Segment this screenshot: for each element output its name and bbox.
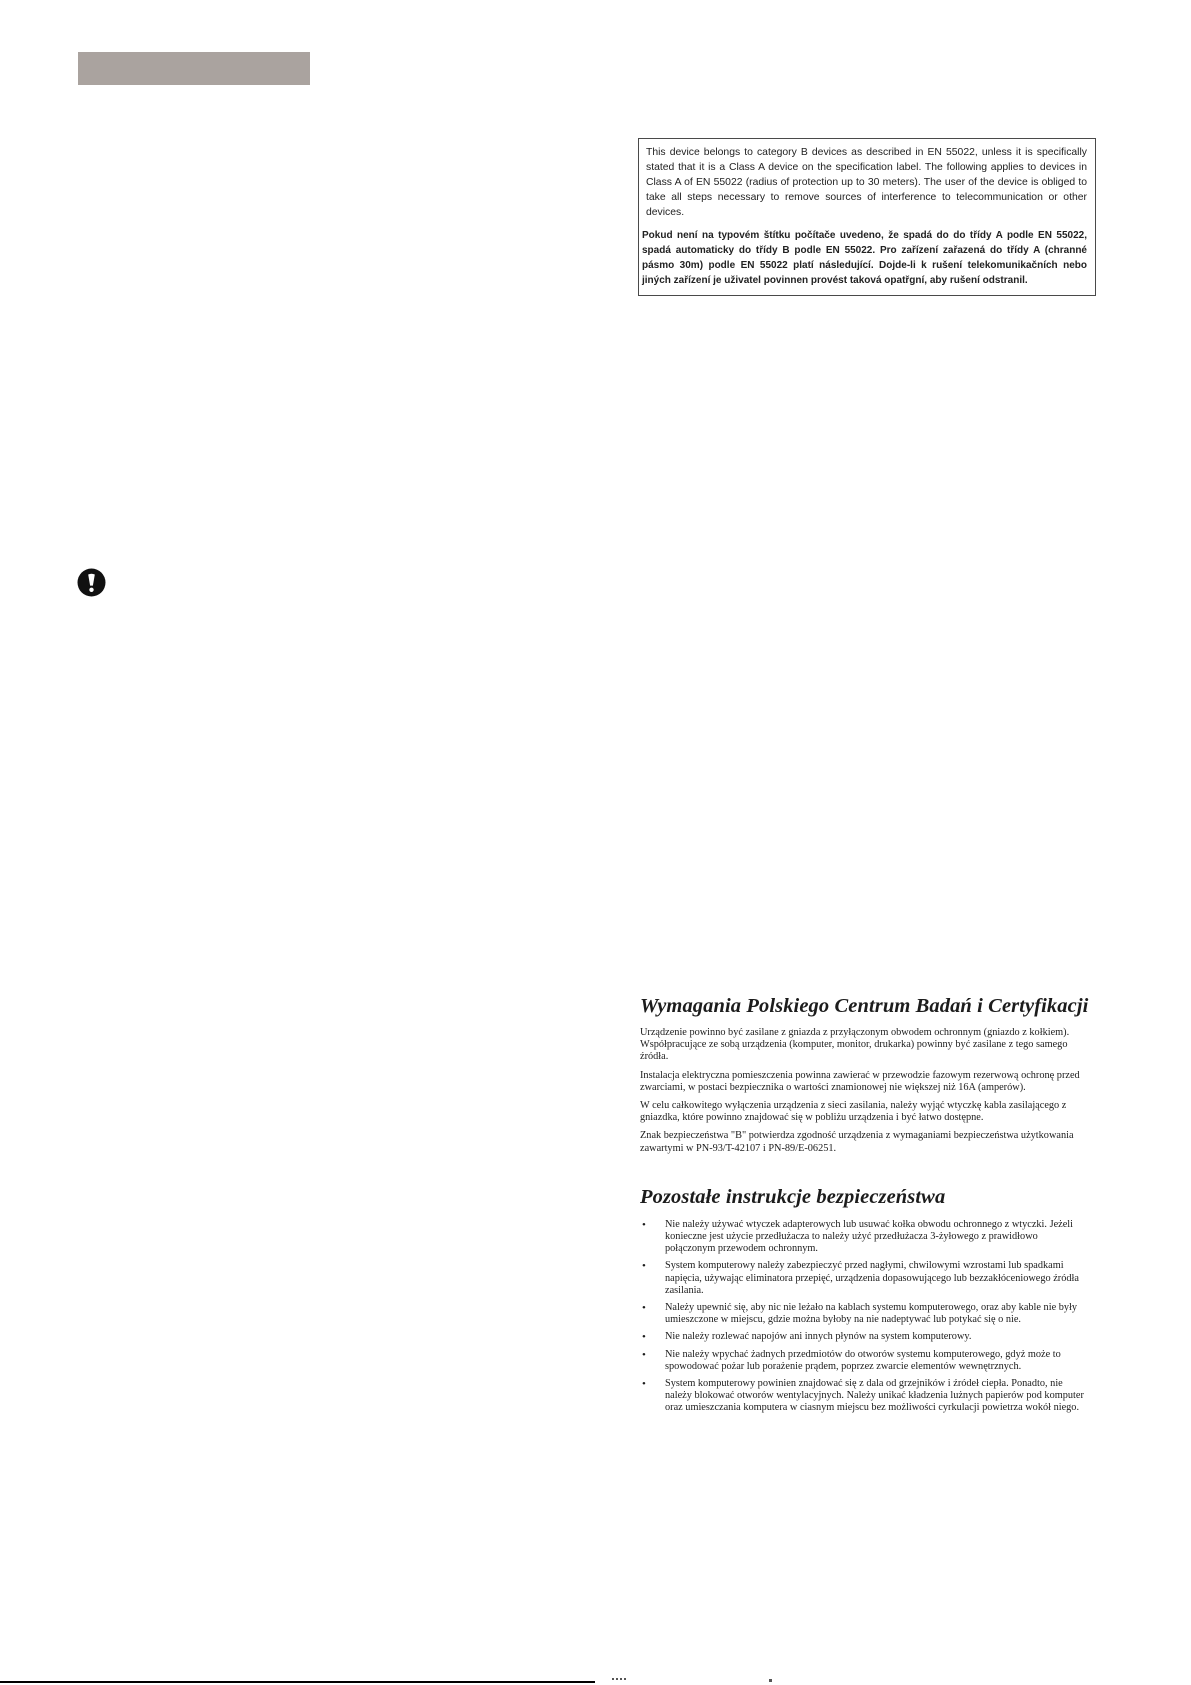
list-item <box>640 1260 1090 1297</box>
bullet-icon: • <box>642 1218 646 1231</box>
emc-notice-czech: Pokud není na typovém štítku počítače uvedeno, že spadá do do třídy A podle EN 55022, spadá automaticky do třídy B podle EN 55022. Pro zařízení zařazená do třídy A (chranné pásmo 30m) podle EN 55022 platí následující. Dojde-li k rušení telekomunikačních nebo jiných zařízení je uživatel povinnen provést taková opatřgní, aby rušení odstranil. <box>642 230 1087 286</box>
requirement-paragraph: Instalacja elektryczna pomieszczenia powinna zawierać w przewodzie fazowym rezerwową ochronę przed zwarciami, w postaci bezpiecznika o wartości znamionowej nie większej niż 16A (amperów). <box>640 1069 1080 1093</box>
requirement-paragraph: Znak bezpieczeństwa "B" potwierdza zgodność urządzenia z wymaganiami bezpieczeństwa użytkowania zawartymi w PN-93/T-42107 i PN-89/E-06251. <box>640 1130 1074 1154</box>
list-item-text: System komputerowy powinien znajdować się z dala od grzejników i źródeł ciepła. Ponadto, nie należy blokować otworów wentylacyjnych. Należy unikać kładzenia lużnych papierów pod komputer oraz umieszczania komputera w ciasnym miejscu bez możliwości cyrkulacji powietrza wokół niego. <box>665 1378 1084 1414</box>
emc-notice-english: This device belongs to category B devices as described in EN 55022, unless it is specifically stated that it is a Class A device on the specification label. The following applies to devices in Class A of EN 55022 (radius of protection up to 30 meters). The user of the device is obliged to take all steps necessary to remove sources of interference to telecommunication or other devices. <box>646 147 1087 218</box>
list-item-text: Nie należy używać wtyczek adapterowych lub usuwać kołka obwodu ochronnego z wtyczki. Jeżeli konieczne jest użycie przedłużacza to należy użyć przedłużacza 3-żyłowego z prawidłowo połączonym przewodem ochronnym. <box>665 1218 1074 1255</box>
list-item-text: Nie należy wpychać żadnych przedmiotów do otworów systemu komputerowego, gdyż może to spowodować pożar lub porażenie prądem, poprzez zwarcie elementów wewnętrznych. <box>665 1348 1061 1372</box>
polish-heading-requirements: Wymagania Polskiego Centrum Badań i Certyfikacji <box>640 995 1089 1017</box>
bullet-icon: • <box>642 1378 646 1391</box>
list-item-text: System komputerowy należy zabezpieczyć przed nagłymi, chwilowymi wzrostami lub spadkami napięcia, używając eliminatora przepięć, urządzenia dopasowującego lub bezzakłóceniowego źródła zasilania. <box>665 1260 1079 1296</box>
emc-notice-box <box>638 138 1096 296</box>
footer-rule <box>0 1681 595 1683</box>
bullet-icon: • <box>642 1260 646 1273</box>
section-header-bar <box>78 52 310 85</box>
bullet-icon: • <box>642 1302 646 1315</box>
safety-bullet-list <box>640 1219 1090 1415</box>
list-item <box>640 1219 1090 1256</box>
requirement-paragraph: Urządzenie powinno być zasilane z gniazda z przyłączonym obwodem ochronnym (gniazdo z kołkiem). Współpracujące ze sobą urządzenia (komputer, monitor, drukarka) powinny być zasilane z tego samego źródła. <box>640 1027 1070 1063</box>
bullet-icon: • <box>642 1348 646 1361</box>
list-item <box>640 1349 1090 1373</box>
requirement-paragraph: W celu całkowitego wyłączenia urządzenia z sieci zasilania, należy wyjąć wtyczkę kabla zasilającego z gniazdka, które powinno znajdować się w pobliżu urządzenia i być łatwo dostępne. <box>640 1100 1067 1124</box>
bullet-icon: • <box>642 1331 646 1344</box>
exclamation-circle-icon <box>77 568 106 597</box>
footer-mark <box>612 1678 626 1684</box>
footer-tick <box>769 1679 772 1682</box>
list-item <box>640 1302 1090 1326</box>
list-item <box>640 1378 1090 1415</box>
polish-safety-section <box>640 994 1090 1420</box>
list-item <box>640 1331 1090 1343</box>
polish-heading-other-instructions: Pozostałe instrukcje bezpieczeństwa <box>640 1185 946 1208</box>
list-item-text: Nie należy rozlewać napojów ani innych płynów na system komputerowy. <box>665 1331 972 1343</box>
list-item-text: Należy upewnić się, aby nic nie leżało na kablach systemu komputerowego, oraz aby kable nie były umieszczone w miejscu, gdzie można byłoby na nie nadeptywać lub potykać się o nie. <box>665 1302 1078 1326</box>
